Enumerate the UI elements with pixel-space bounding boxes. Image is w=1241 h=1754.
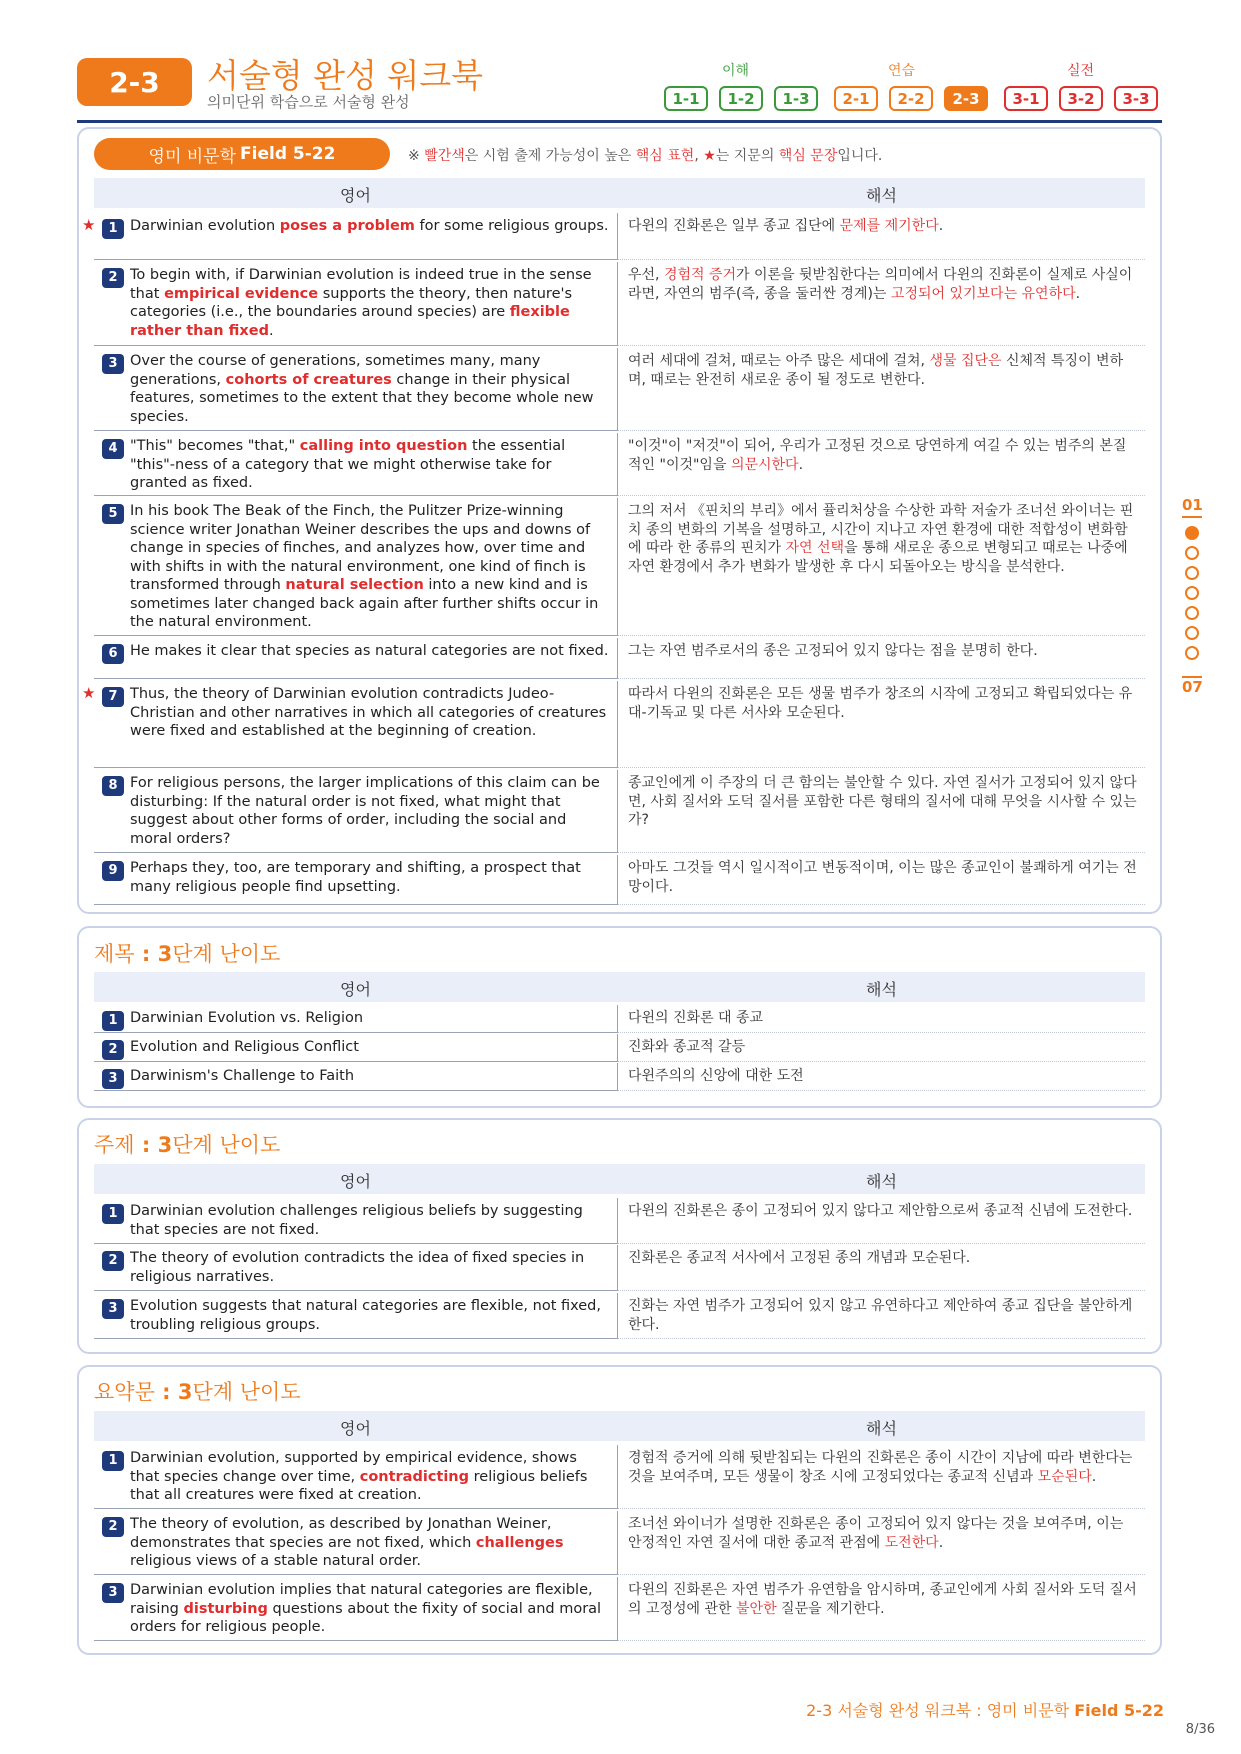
sentence-number: 7 — [102, 687, 124, 707]
korean-translation — [618, 638, 1145, 679]
level-tab-3-1[interactable]: 3-1 — [1004, 86, 1048, 111]
sentence-number: 2 — [102, 268, 124, 288]
text-run: Thus, the theory of Darwinian evolution contradicts Judeo-Christian and other narratives in which all categories of creatures were fixed and established at the beginning of creation. — [130, 686, 607, 739]
side-nav-first: 01 — [1182, 496, 1203, 514]
sentence-number: 3 — [102, 1069, 124, 1089]
col-korean: 해석 — [866, 1419, 897, 1438]
key-expression: 문제를 제기한다 — [839, 218, 939, 234]
korean-translation — [618, 348, 1145, 431]
text-run: 질문을 제기한다. — [776, 1600, 885, 1617]
english-sentence — [82, 213, 618, 260]
title-row-3 — [94, 1063, 1145, 1091]
passage-row-1 — [82, 213, 1145, 260]
text-run: The theory of evolution, as described by Jonathan Weiner, demonstrates that species are not fixed, which — [130, 1516, 552, 1551]
text-run: The theory of evolution contradicts the idea of fixed species in religious narratives. — [130, 1250, 585, 1285]
level-tab-1-3[interactable]: 1-3 — [774, 86, 818, 111]
title-section-title — [94, 938, 280, 968]
level-tab-1-2[interactable]: 1-2 — [719, 86, 763, 111]
key-expression: poses a problem — [279, 218, 415, 234]
text-run: 조너선 와이너가 설명한 진화론은 종이 고정되어 있지 않다는 것을 보여주며, 이는 안정적인 자연 질서에 대한 종교적 관점에 — [628, 1516, 1124, 1551]
level-tab-2-1[interactable]: 2-1 — [834, 86, 878, 111]
note-red-word: 빨간색 — [424, 148, 465, 164]
star-icon: ★ — [82, 216, 96, 234]
text-run: for some religious groups. — [414, 218, 609, 234]
note-key-expression: 핵심 표현 — [635, 148, 695, 164]
text-run: 진화는 자연 범주가 고정되어 있지 않고 유연하다고 제안하여 종교 집단을 불안하게 한다. — [628, 1298, 1133, 1333]
passage-row-2 — [94, 262, 1145, 346]
title-row-2 — [94, 1034, 1145, 1062]
english-sentence — [94, 1034, 618, 1062]
level-group-real: 실전 — [1067, 63, 1095, 79]
field-badge-label: 영미 비문학 — [148, 146, 237, 167]
passage-row-7 — [82, 681, 1145, 768]
english-sentence — [94, 1063, 618, 1091]
sentence-number: 2 — [102, 1517, 124, 1537]
text-run: Darwinian evolution challenges religious beliefs by suggesting that species are not fixed. — [130, 1203, 583, 1238]
text-run: 그의 저서 《핀치의 부리》에서 퓰리처상을 수상한 과학 저술가 조너선 와이너는 핀치 종의 변화의 기복을 설명하고, 시간이 지나고 자연 환경에 대한 적합성이 변화함에 따라 한 종류의 핀치가 — [628, 503, 1134, 556]
topic-row-2 — [94, 1245, 1145, 1291]
page-title: 서술형 완성 워크북 — [207, 56, 484, 95]
sentence-number: 3 — [102, 354, 124, 374]
note-text-1: 은 시험 출제 가능성이 높은 — [464, 148, 636, 164]
text-run: supports the theory, then nature's categories (i.e., the boundaries around species) are — [130, 285, 573, 320]
passage-row-8 — [94, 770, 1145, 853]
sentence-number: 1 — [102, 1011, 124, 1031]
key-expression: 불안한 — [736, 1600, 777, 1617]
english-sentence — [94, 1445, 618, 1509]
text-run: Darwinian evolution — [130, 218, 280, 234]
key-expression: disturbing — [183, 1600, 268, 1617]
legend-note — [408, 145, 882, 165]
key-expression: 생물 집단은 — [929, 353, 1002, 369]
level-tab-3-2[interactable]: 3-2 — [1059, 86, 1103, 111]
text-run: 그는 자연 범주로서의 종은 고정되어 있지 않다는 점을 분명히 한다. — [628, 643, 1038, 659]
sentence-number: 2 — [102, 1040, 124, 1060]
text-run: 다윈의 진화론 대 종교 — [628, 1010, 764, 1026]
text-run: 종교인에게 이 주장의 더 큰 함의는 불안할 수 있다. 자연 질서가 고정되어 있지 않다면, 사회 질서와 도덕 질서를 포함한 다른 형태의 질서에 대해 무엇을 시사할 수 있는가? — [628, 775, 1137, 828]
sentence-number: 1 — [102, 1204, 124, 1224]
key-expression: contradicting — [359, 1468, 470, 1485]
header-divider — [77, 120, 1162, 123]
topic-table-header — [94, 1164, 1145, 1194]
sentence-number: 8 — [102, 776, 124, 796]
text-run: . — [798, 456, 804, 473]
english-sentence — [82, 681, 618, 768]
english-sentence — [94, 1293, 618, 1339]
text-run: . — [268, 322, 274, 339]
english-sentence — [94, 433, 618, 496]
text-run: 을 통해 새로운 종으로 변형되고 때로는 나중에 자연 환경에서 추가 변화가 발생한 후 다시 되돌아오는 방식을 분석한다. — [628, 540, 1128, 575]
chapter-dot-1[interactable] — [1185, 526, 1199, 540]
col-english: 영어 — [340, 1172, 371, 1191]
english-sentence — [94, 1577, 618, 1641]
footer-label: 2-3 서술형 완성 워크북 : 영미 비문학 — [806, 1701, 1075, 1720]
text-run: Darwinism's Challenge to Faith — [130, 1068, 355, 1084]
text-run: 아마도 그것들 역시 일시적이고 변동적이며, 이는 많은 종교인이 불쾌하게 여기는 전망이다. — [628, 860, 1137, 895]
text-run: . — [938, 218, 944, 234]
key-expression: 도전한다 — [884, 1534, 939, 1551]
english-sentence — [94, 1511, 618, 1575]
text-run: . — [1075, 285, 1081, 302]
text-run: For religious persons, the larger implications of this claim can be disturbing: If the natural order is not fixed, what might that suggest about other forms of order, including the social and moral orders? — [130, 775, 600, 847]
key-expression: cohorts of creatures — [225, 371, 392, 388]
korean-translation — [618, 1577, 1145, 1641]
text-run: 다윈주의의 신앙에 대한 도전 — [628, 1068, 804, 1084]
korean-translation — [618, 855, 1145, 905]
chapter-dot-3[interactable] — [1185, 566, 1199, 580]
section-title-part: 3 — [157, 1133, 173, 1157]
unit-badge: 2-3 — [77, 58, 192, 106]
star-icon: ★ — [703, 148, 716, 164]
text-run: into a new kind and is sometimes later changed back again after further shifts occur in the natural environment. — [130, 577, 599, 630]
english-sentence — [94, 348, 618, 431]
passage-table-header — [94, 178, 1145, 208]
english-sentence — [94, 262, 618, 346]
korean-translation — [618, 681, 1145, 768]
title-table-header — [94, 972, 1145, 1002]
key-expression: empirical evidence — [164, 285, 319, 302]
section-title-part: 주제 — [94, 1133, 135, 1157]
korean-translation — [618, 213, 1145, 260]
text-run: the essential "this"-ness of a category that we might otherwise take for granted as fixed. — [130, 438, 566, 491]
note-text-2: , — [694, 148, 704, 164]
passage-row-9 — [94, 855, 1145, 905]
level-tab-2-2[interactable]: 2-2 — [889, 86, 933, 111]
text-run: 다윈의 진화론은 자연 범주가 유연함을 암시하며, 종교인에게 사회 질서와 도덕 질서의 고정성에 관한 — [628, 1582, 1137, 1617]
passage-row-3 — [94, 348, 1145, 431]
text-run: "This" becomes "that," — [130, 438, 300, 454]
text-run: Darwinian evolution implies that natural categories are flexible, raising — [130, 1582, 593, 1617]
footer-title — [806, 1698, 1164, 1721]
key-expression: 자연 선택 — [785, 540, 845, 556]
note-text-4: 입니다. — [837, 148, 883, 164]
section-title-part: 제목 — [94, 942, 135, 966]
summary-section-title — [94, 1376, 301, 1406]
side-nav-line-top — [1182, 516, 1202, 518]
text-run: 여러 세대에 걸쳐, 때로는 아주 많은 세대에 걸쳐, — [628, 353, 930, 369]
text-run: 가 이론을 뒷받침한다는 의미에서 다윈의 진화론이 실제로 사실이라면, 자연의 범주(즉, 종을 둘러싼 경계)는 — [628, 267, 1133, 302]
col-korean: 해석 — [866, 980, 897, 999]
note-text-3: 는 지문의 — [715, 148, 779, 164]
section-title-part: 단계 난이도 — [192, 1380, 301, 1404]
text-run: 따라서 다윈의 진화론은 모든 생물 범주가 창조의 시작에 고정되고 확립되었다는 유대-기독교 및 다른 서사와 모순된다. — [628, 686, 1133, 721]
side-nav-last: 07 — [1182, 678, 1203, 696]
english-sentence — [94, 770, 618, 853]
section-title-part: 단계 난이도 — [172, 942, 281, 966]
key-expression: challenges — [475, 1534, 564, 1551]
text-run: religious beliefs that all creatures were fixed at creation. — [130, 1468, 588, 1503]
summary-table-header — [94, 1411, 1145, 1441]
key-expression: 고정되어 있기보다는 유연하다 — [890, 285, 1076, 302]
page-subtitle: 의미단위 학습으로 서술형 완성 — [207, 93, 410, 111]
section-title-part: : — [154, 1380, 178, 1404]
english-sentence — [94, 1005, 618, 1033]
key-expression: flexible rather than fixed — [130, 304, 570, 339]
korean-translation — [618, 1005, 1145, 1033]
sentence-number: 2 — [102, 1251, 124, 1271]
text-run: Over the course of generations, sometimes many, many generations, — [130, 353, 541, 388]
text-run: Evolution suggests that natural categories are flexible, not fixed, troubling religious groups. — [130, 1298, 601, 1333]
chapter-dot-2[interactable] — [1185, 546, 1199, 560]
col-english: 영어 — [340, 1419, 371, 1438]
level-group-practice: 연습 — [888, 63, 916, 79]
note-key-sentence: 핵심 문장 — [778, 148, 838, 164]
text-run: Darwinian Evolution vs. Religion — [130, 1010, 364, 1026]
sentence-number: 9 — [102, 861, 124, 881]
section-title-part: : — [134, 1133, 158, 1157]
topic-row-3 — [94, 1293, 1145, 1339]
section-title-part: 3 — [177, 1380, 193, 1404]
sentence-number: 1 — [102, 219, 124, 239]
section-title-part: : — [134, 942, 158, 966]
sentence-number: 3 — [102, 1583, 124, 1603]
sentence-number: 3 — [102, 1299, 124, 1319]
text-run: "이것"이 "저것"이 되어, 우리가 고정된 것으로 당연하게 여길 수 있는 범주의 본질적인 "이것"임을 — [628, 438, 1127, 473]
text-run: Evolution and Religious Conflict — [130, 1039, 359, 1055]
passage-row-4 — [94, 433, 1145, 496]
english-sentence — [94, 1245, 618, 1291]
sentence-number: 1 — [102, 1451, 124, 1471]
summary-row-1 — [94, 1445, 1145, 1509]
korean-translation — [618, 433, 1145, 496]
korean-translation — [618, 1198, 1145, 1244]
level-tab-3-3[interactable]: 3-3 — [1114, 86, 1158, 111]
section-title-part: 단계 난이도 — [172, 1133, 281, 1157]
text-run: . — [938, 1534, 944, 1551]
section-title-part: 요약문 — [94, 1380, 155, 1404]
text-run: 진화와 종교적 갈등 — [628, 1039, 746, 1055]
field-badge — [94, 138, 390, 170]
passage-row-5 — [94, 498, 1145, 636]
level-tab-2-3[interactable]: 2-3 — [944, 86, 988, 111]
footer-field: Field 5-22 — [1074, 1701, 1164, 1720]
col-korean: 해석 — [866, 186, 897, 205]
key-expression: calling into question — [299, 438, 468, 454]
korean-translation — [618, 1445, 1145, 1509]
text-run: change in their physical features, sometimes to the extent that they become whole new species. — [130, 371, 594, 425]
korean-translation — [618, 1245, 1145, 1291]
english-sentence — [94, 638, 618, 679]
level-tab-1-1[interactable]: 1-1 — [664, 86, 708, 111]
note-prefix: ※ — [408, 148, 425, 164]
korean-translation — [618, 1063, 1145, 1091]
sentence-number: 4 — [102, 439, 124, 459]
text-run: religious views of a stable natural order. — [130, 1553, 421, 1569]
english-sentence — [94, 855, 618, 905]
korean-translation — [618, 770, 1145, 853]
text-run: 다윈의 진화론은 일부 종교 집단에 — [628, 218, 840, 234]
text-run: He makes it clear that species as natural categories are not fixed. — [130, 643, 609, 659]
chapter-dot-4[interactable] — [1185, 586, 1199, 600]
text-run: Darwinian evolution, supported by empirical evidence, shows that species change over time, — [130, 1450, 577, 1485]
col-korean: 해석 — [866, 1172, 897, 1191]
sentence-number: 5 — [102, 504, 124, 524]
col-english: 영어 — [340, 980, 371, 999]
key-expression: natural selection — [285, 577, 424, 593]
col-english: 영어 — [340, 186, 371, 205]
text-run: 우선, — [628, 267, 664, 283]
text-run: 경험적 증거에 의해 뒷받침되는 다윈의 진화론은 종이 시간이 지남에 따라 변한다는 것을 보여주며, 모든 생물이 창조 시에 고정되었다는 종교적 신념과 — [628, 1450, 1133, 1485]
korean-translation — [618, 1034, 1145, 1062]
text-run: . — [1091, 1468, 1097, 1485]
passage-row-6 — [94, 638, 1145, 679]
sentence-number: 6 — [102, 644, 124, 664]
star-icon: ★ — [82, 684, 96, 702]
chapter-dot-6[interactable] — [1185, 626, 1199, 640]
field-badge-code: Field 5-22 — [240, 144, 336, 164]
topic-section-title — [94, 1129, 280, 1159]
korean-translation — [618, 498, 1145, 636]
text-run: In his book The Beak of the Finch, the Pulitzer Prize-winning science writer Jonathan Weiner describes the ups and downs of change in species of finches, and analyzes how, over time and with shifts in with the natural environment, one kind of finch is transformed through — [130, 503, 591, 593]
topic-row-1 — [94, 1198, 1145, 1244]
key-expression: 경험적 증거 — [663, 267, 737, 283]
korean-translation — [618, 1293, 1145, 1339]
text-run: Perhaps they, too, are temporary and shifting, a prospect that many religious people find upsetting. — [130, 860, 581, 895]
title-row-1 — [94, 1005, 1145, 1033]
text-run: To begin with, if Darwinian evolution is indeed true in the sense that — [130, 267, 592, 302]
english-sentence — [94, 1198, 618, 1244]
section-title-part: 3 — [157, 942, 173, 966]
summary-row-2 — [94, 1511, 1145, 1575]
chapter-dot-7[interactable] — [1185, 646, 1199, 660]
text-run: questions about the fixity of social and moral orders for religious people. — [130, 1600, 602, 1635]
key-expression: 의문시한다 — [730, 456, 799, 473]
text-run: 다윈의 진화론은 종이 고정되어 있지 않다고 제안함으로써 종교적 신념에 도전한다. — [628, 1203, 1133, 1219]
text-run: 진화론은 종교적 서사에서 고정된 종의 개념과 모순된다. — [628, 1250, 971, 1266]
summary-row-3 — [94, 1577, 1145, 1641]
key-expression: 모순된다 — [1037, 1468, 1092, 1485]
korean-translation — [618, 262, 1145, 346]
english-sentence — [94, 498, 618, 636]
level-group-understand: 이해 — [722, 63, 750, 79]
page-number: 8/36 — [1185, 1722, 1215, 1737]
korean-translation — [618, 1511, 1145, 1575]
chapter-dot-5[interactable] — [1185, 606, 1199, 620]
text-run: 신체적 특징이 변하며, 때로는 완전히 새로운 종이 될 정도로 변한다. — [628, 353, 1124, 388]
